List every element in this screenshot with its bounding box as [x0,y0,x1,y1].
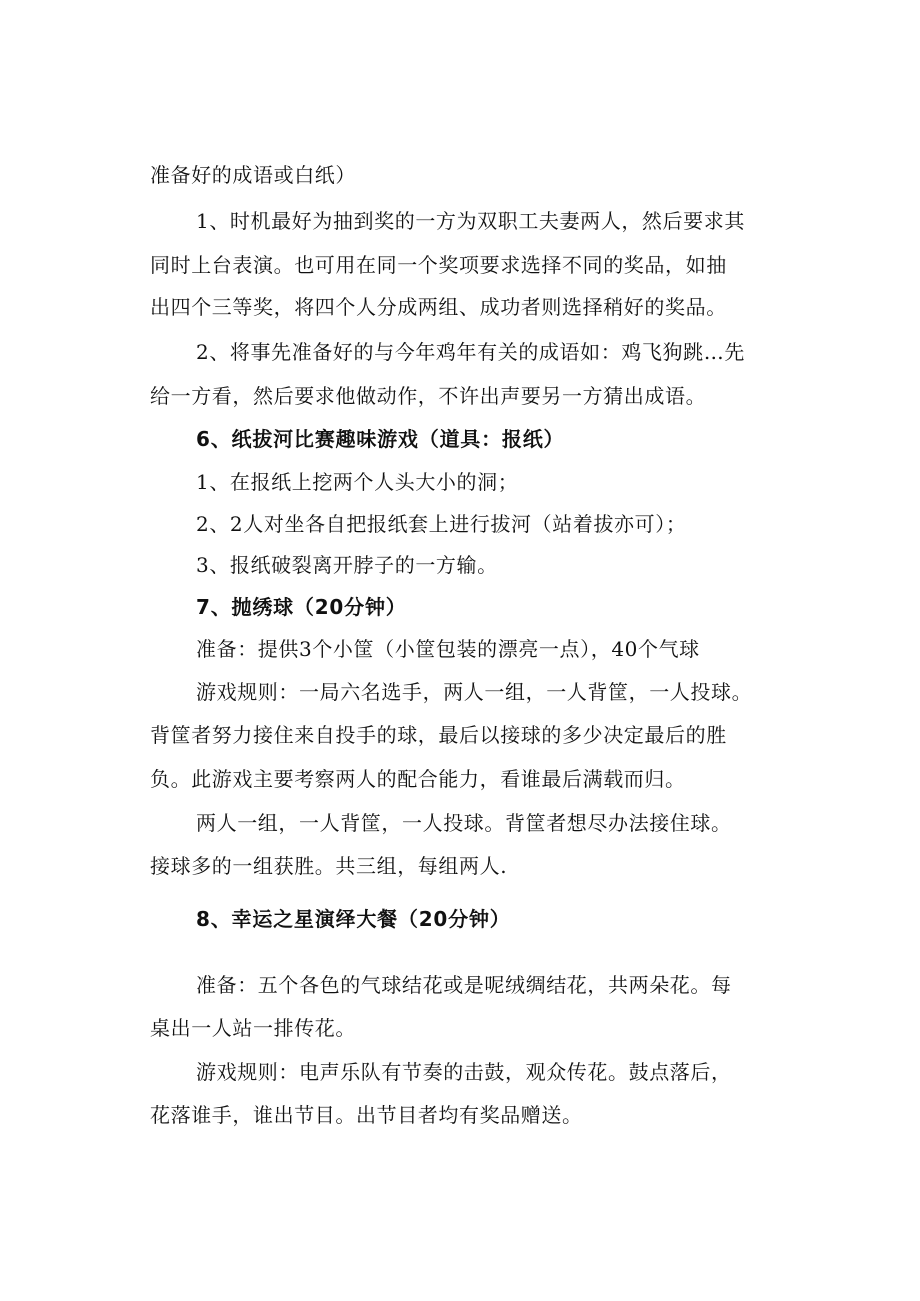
paragraph-line: 给一方看，然后要求他做动作，不许出声要另一方猜出成语。 [150,384,707,408]
section-heading-8: 8、幸运之星演绎大餐（20分钟） [196,907,511,931]
section-heading-6: 6、纸拔河比赛趣味游戏（道具：报纸） [196,427,565,451]
paragraph-line: 同时上台表演。也可用在同一个奖项要求选择不同的奖品，如抽 [150,253,727,277]
paragraph-line: 准备：五个各色的气球结花或是呢绒绸结花，共两朵花。每 [196,973,732,997]
paragraph-line: 桌出一人站一排传花。 [150,1016,356,1040]
paragraph-line: 花落谁手，谁出节目。出节目者均有奖品赠送。 [150,1103,583,1127]
paragraph-line: 负。此游戏主要考察两人的配合能力，看谁最后满载而归。 [150,767,686,791]
paragraph-line: 出四个三等奖，将四个人分成两组、成功者则选择稍好的奖品。 [150,295,727,319]
paragraph-line: 1、在报纸上挖两个人头大小的洞； [196,470,519,494]
section-heading-7: 7、抛绣球（20分钟） [196,595,407,619]
paragraph-line: 2、2人对坐各自把报纸套上进行拔河（站着拔亦可）； [196,512,687,536]
paragraph-line: 两人一组，一人背筐，一人投球。背筐者想尽办法接住球。 [196,811,732,835]
paragraph-line: 背筐者努力接住来自投手的球，最后以接球的多少决定最后的胜 [150,723,727,747]
paragraph-line: 接球多的一组获胜。共三组，每组两人. [150,854,508,878]
paragraph-line: 1、时机最好为抽到奖的一方为双职工夫妻两人，然后要求其 [196,209,745,233]
paragraph-line: 准备好的成语或白纸） [150,163,356,187]
paragraph-line: 游戏规则：一局六名选手，两人一组，一人背筐，一人投球。 [196,680,753,704]
paragraph-line: 3、报纸破裂离开脖子的一方输。 [196,553,498,577]
paragraph-line: 准备：提供3个小筐（小筐包装的漂亮一点），40个气球 [196,637,700,661]
paragraph-line: 2、将事先准备好的与今年鸡年有关的成语如：鸡飞狗跳…先 [196,340,745,364]
paragraph-line: 游戏规则：电声乐队有节奏的击鼓，观众传花。鼓点落后， [196,1060,732,1084]
